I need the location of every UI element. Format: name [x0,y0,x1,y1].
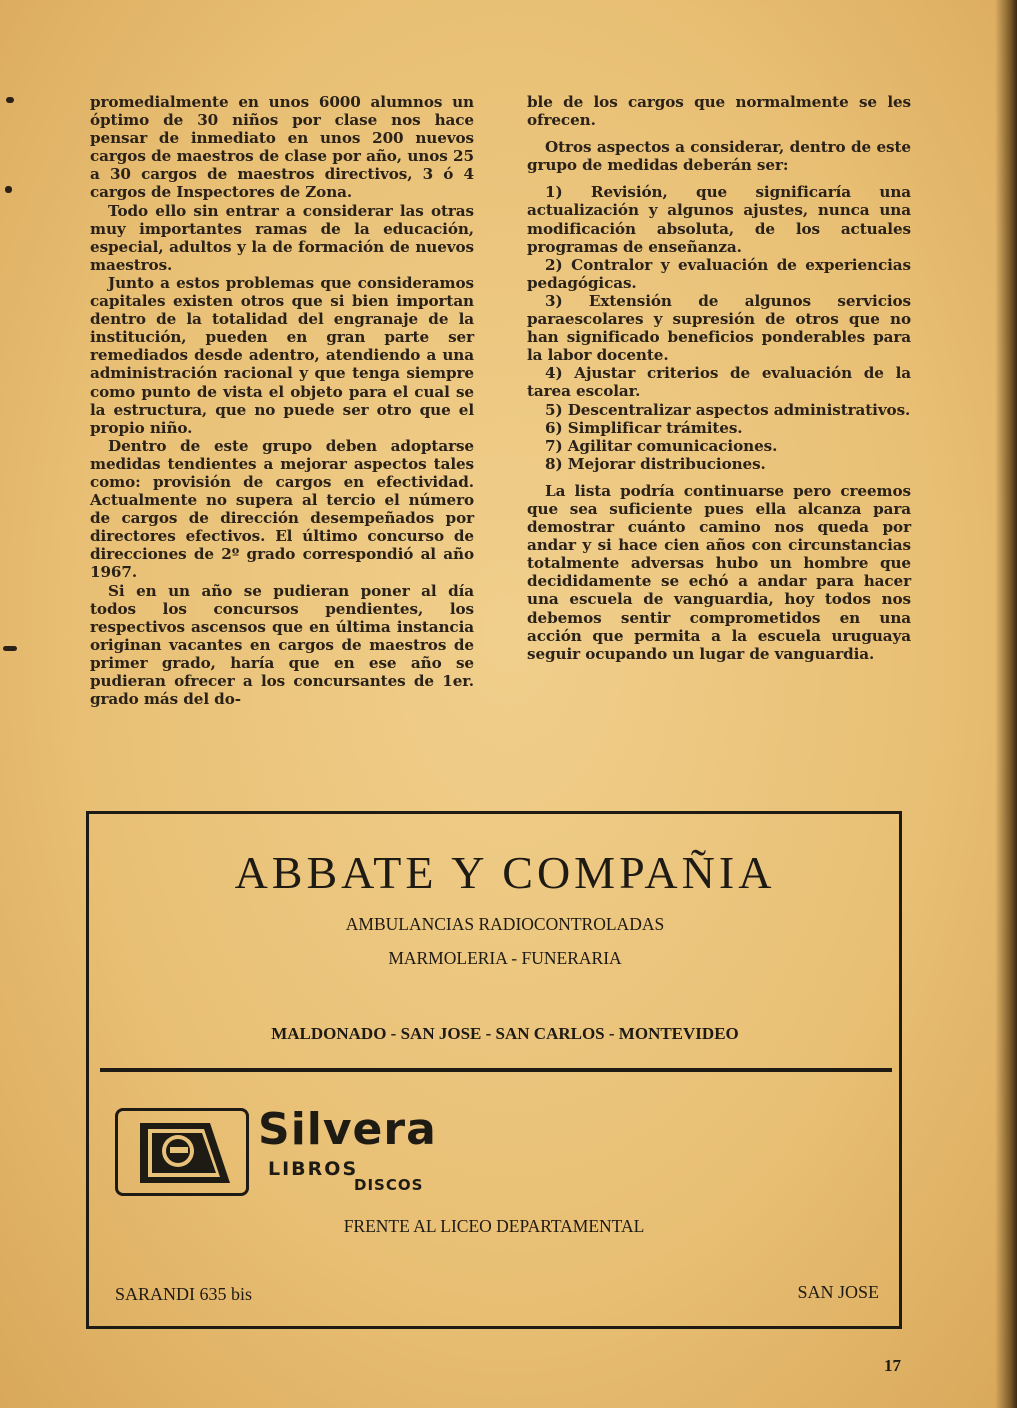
ad-abbate-title: ABBATE Y COMPAÑIA [234,847,776,898]
ad-silvera-address: SARANDI 635 bis [115,1284,253,1304]
ad-silvera-discos: DISCOS [354,1176,424,1194]
ad-abbate-line2: MARMOLERIA - FUNERARIA [388,948,622,968]
ad-divider [100,1068,892,1072]
list-item: 3) Extensión de algunos servicios paraescolares y supresión de otros que no han significado beneficios ponderables para la labor docente. [527,291,911,365]
ad-silvera-brand: Silvera [258,1104,437,1155]
ad-silvera-libros: LIBROS [268,1158,359,1180]
list-item: 1) Revisión, que significaría una actualización y algunos ajustes, nunca una modificación absoluta, de los actuales programas de enseñanza. [527,183,911,256]
ad-silvera-tagline: FRENTE AL LICEO DEPARTAMENTAL [343,1216,645,1236]
paragraph: promedialmente en unos 6000 alumnos un óptimo de 30 niños por clase nos hace pensar de inmediato en unos 200 nuevos cargos de maestros de clase por año, unos 25 a 30 cargos de maestros directivos, 3 ó 4 cargos de Inspectores de Zona. [90,93,474,202]
paragraph: Otros aspectos a considerar, dentro de este grupo de medidas deberán ser: [527,138,911,175]
list-item: 6) Simplificar trámites. [545,418,743,437]
record-sleeve-logo-icon [115,1108,249,1196]
margin-mark [6,97,14,103]
paragraph: Todo ello sin entrar a considerar las otras muy importantes ramas de la educación, especial, adultos y la de formación de nuevos maestros. [90,201,474,274]
ad-abbate-line1: AMBULANCIAS RADIOCONTROLADAS [345,914,665,934]
ad-abbate-cities: MALDONADO - SAN JOSE - SAN CARLOS - MONTEVIDEO [271,1024,739,1043]
list-item: 8) Mejorar distribuciones. [545,454,766,473]
page-number: 17 [884,1356,901,1375]
paragraph: Junto a estos problemas que consideramos capitales existen otros que si bien importan dentro de la totalidad del engranaje de la institución, pueden en gran parte ser remediados desde adentro, atendiendo a una administración racional y que tenga siempre como punto de vista el objeto para el cual se la estructura, que no puede ser otro que el propio niño. [90,273,474,437]
list-item: 7) Agilitar comunicaciones. [545,436,778,455]
page-edge-shadow [995,0,1017,1408]
list-item: 4) Ajustar criterios de evaluación de la tarea escolar. [527,364,911,401]
paragraph: La lista podría continuarse pero creemos que sea suficiente pues ella alcanza para demostrar cuánto camino nos queda por andar y si hace cien años con circunstancias totalmente adversas hubo un hombre que decididamente se echó a andar para hacer una escuela de vanguardia, hoy todos nos debemos sentir comprometidos en una acción que permita a la escuela uruguaya seguir ocupando un lugar de vanguardia. [527,481,911,663]
margin-mark [3,646,17,651]
ad-silvera-city: SAN JOSE [797,1282,879,1302]
paragraph: Dentro de este grupo deben adoptarse medidas tendientes a mejorar aspectos tales como: provisión de cargos en efectividad. Actualmente no supera al tercio el número de cargos de dirección desempeñados por directores efectivos. El último concurso de direcciones de 2º grado correspondió al año 1967. [90,436,474,582]
paragraph: Si en un año se pudieran poner al día todos los concursos pendientes, los respectivos ascensos que en última instancia originan vacantes en cargos de maestros de primer grado, haría que en ese año se pudieran ofrecer a los concursantes de 1er. grado más del do- [90,581,474,709]
paragraph: ble de los cargos que normalmente se les ofrecen. [527,93,911,130]
margin-mark [5,186,12,193]
list-item: 5) Descentralizar aspectos administrativos. [545,400,911,419]
list-item: 2) Contralor y evaluación de experiencias pedagógicas. [527,255,911,292]
article-right-column [527,93,911,663]
article-left-column [90,93,474,708]
